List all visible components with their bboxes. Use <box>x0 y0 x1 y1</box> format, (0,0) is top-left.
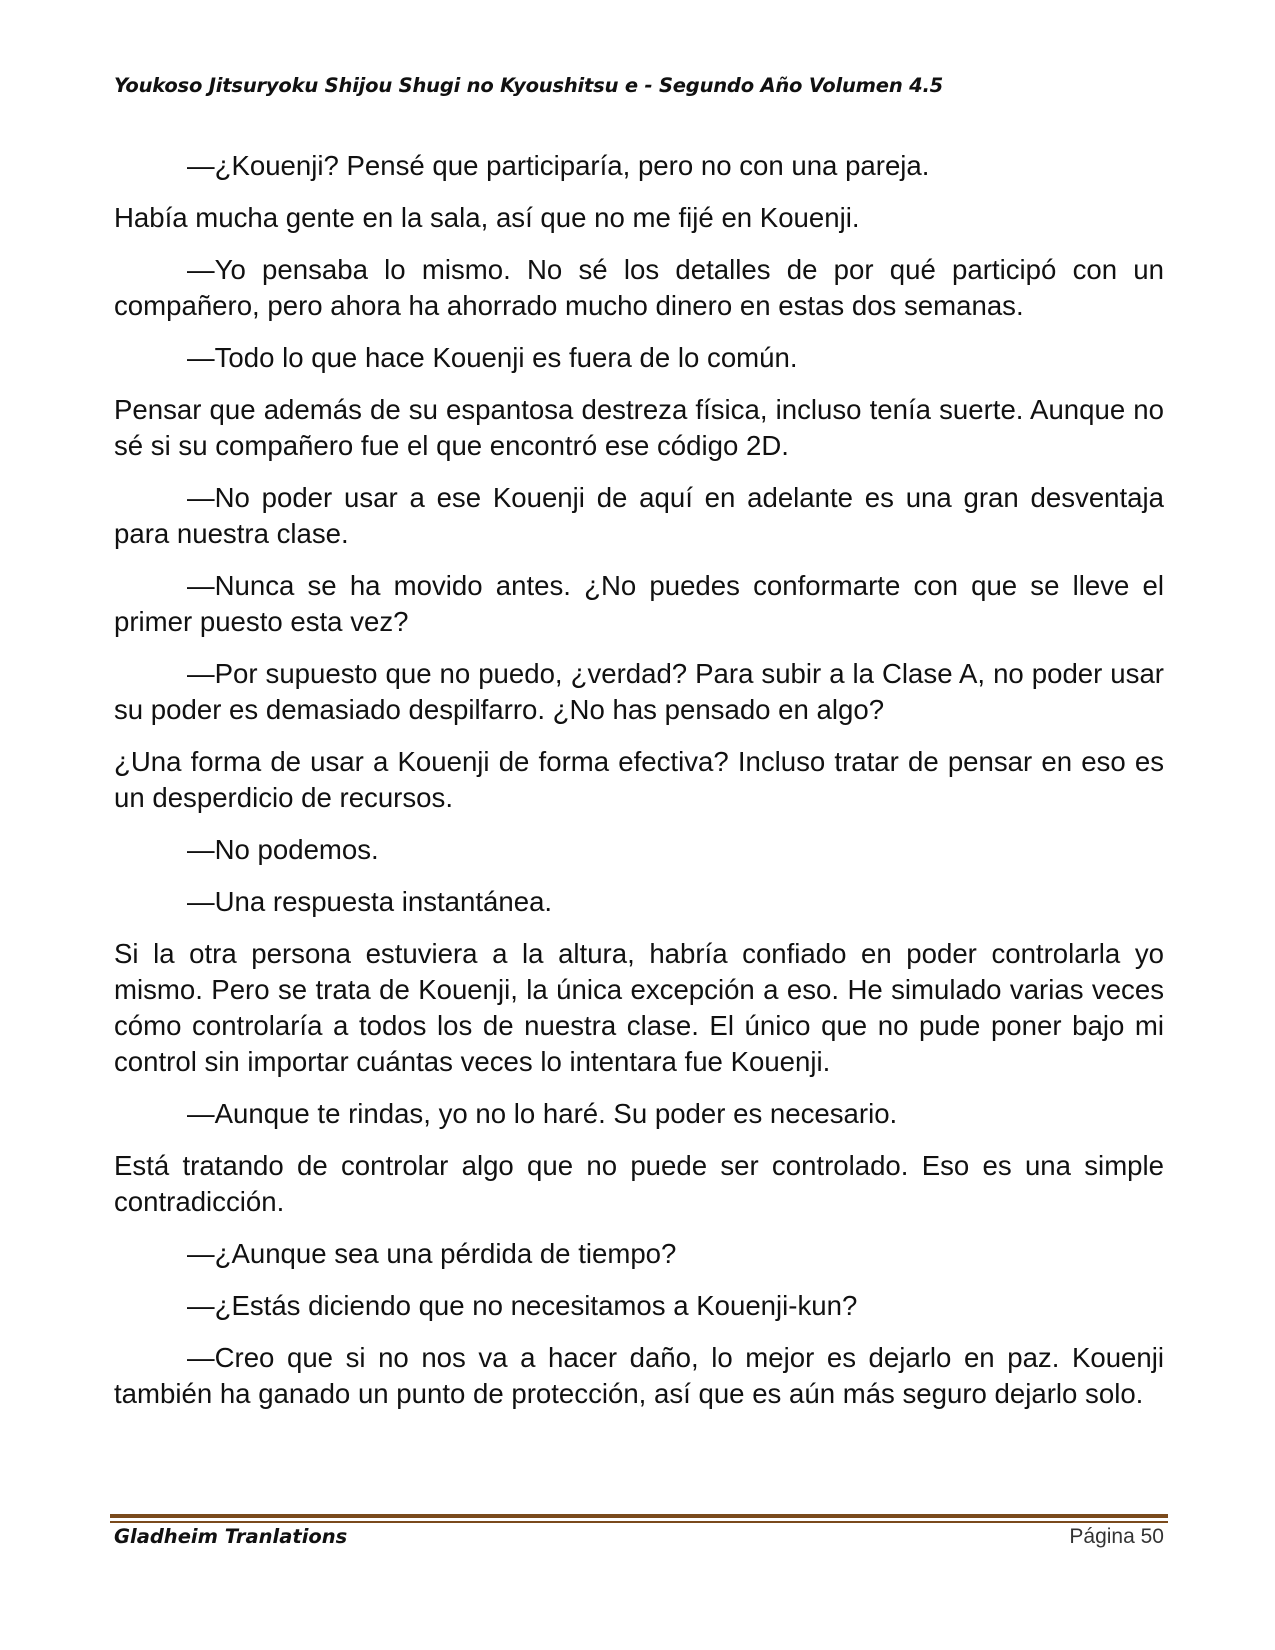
page-header-title: Youkoso Jitsuryoku Shijou Shugi no Kyoushitsu e - Segundo Año Volumen 4.5 <box>114 74 944 97</box>
footer-divider-thin <box>110 1521 1168 1523</box>
paragraph: —¿Estás diciendo que no necesitamos a Kouenji-kun? <box>187 1290 858 1321</box>
footer-publisher: Gladheim Tranlations <box>114 1525 348 1548</box>
paragraph: —Por supuesto que no puedo, ¿verdad? Para subir a la Clase A, no poder usar su poder es demasiado despilfarro. ¿No has pensado en algo? <box>114 658 1164 725</box>
paragraph: —¿Aunque sea una pérdida de tiempo? <box>187 1238 677 1269</box>
paragraph: ¿Una forma de usar a Kouenji de forma efectiva? Incluso tratar de pensar en eso es un desperdicio de recursos. <box>114 746 1164 813</box>
paragraph: —Creo que si no nos va a hacer daño, lo mejor es dejarlo en paz. Kouenji también ha ganado un punto de protección, así que es aún más seguro dejarlo solo. <box>114 1342 1164 1409</box>
paragraph: —Aunque te rindas, yo no lo haré. Su poder es necesario. <box>187 1098 898 1129</box>
footer-divider-thick <box>110 1514 1168 1518</box>
paragraph: —Yo pensaba lo mismo. No sé los detalles de por qué participó con un compañero, pero ahora ha ahorrado mucho dinero en estas dos semanas. <box>114 254 1164 321</box>
paragraph: —¿Kouenji? Pensé que participaría, pero no con una pareja. <box>187 150 930 181</box>
paragraph: —No podemos. <box>187 834 379 865</box>
paragraph: —No poder usar a ese Kouenji de aquí en adelante es una gran desventaja para nuestra clase. <box>114 482 1164 549</box>
paragraph: —Todo lo que hace Kouenji es fuera de lo común. <box>187 342 798 373</box>
paragraph: Pensar que además de su espantosa destreza física, incluso tenía suerte. Aunque no sé si su compañero fue el que encontró ese código 2D. <box>114 394 1164 461</box>
paragraph: —Nunca se ha movido antes. ¿No puedes conformarte con que se lleve el primer puesto esta vez? <box>114 570 1164 637</box>
paragraph: Está tratando de controlar algo que no puede ser controlado. Eso es una simple contradicción. <box>114 1150 1164 1217</box>
body-text <box>114 148 1164 1428</box>
page-number: Página 50 <box>1069 1525 1164 1548</box>
paragraph: Había mucha gente en la sala, así que no me fijé en Kouenji. <box>114 202 860 233</box>
paragraph: Si la otra persona estuviera a la altura, habría confiado en poder controlarla yo mismo. Pero se trata de Kouenji, la única excepción a eso. He simulado varias veces cómo controlaría a todos los de nuestra clase. El único que no pude poner bajo mi control sin importar cuántas veces lo intentara fue Kouenji. <box>114 938 1164 1077</box>
paragraph: —Una respuesta instantánea. <box>187 886 553 917</box>
